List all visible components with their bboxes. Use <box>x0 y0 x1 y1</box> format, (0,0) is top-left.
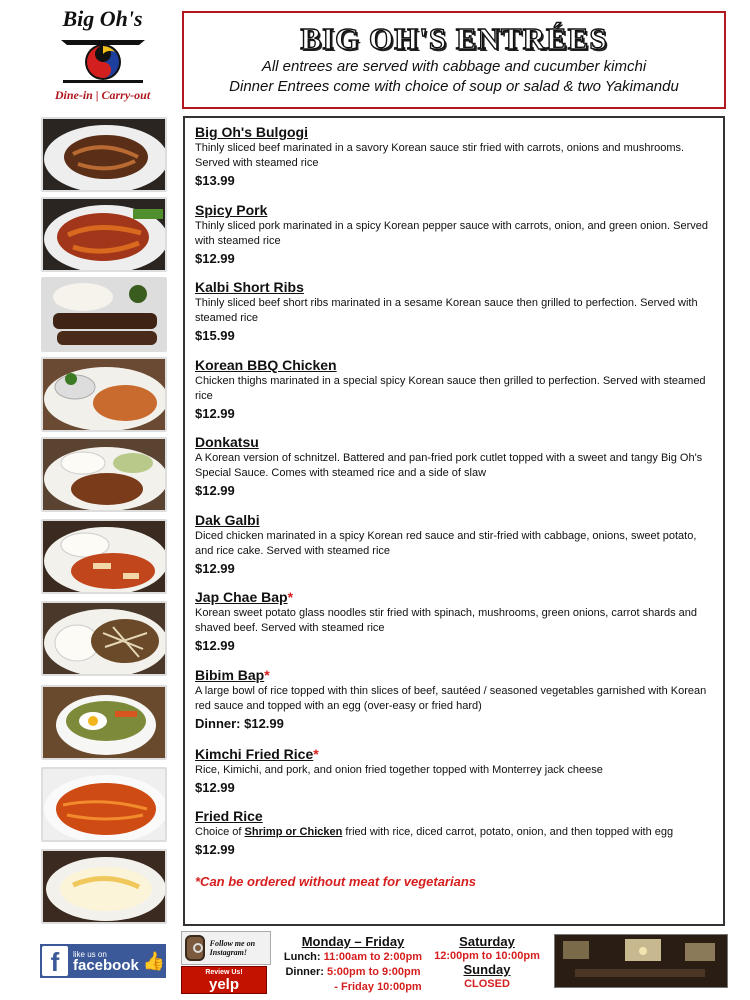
photo-bibim-bap <box>41 685 167 760</box>
item-description: A Korean version of schnitzel. Battered and pan-fried pork cutlet topped with a sweet and tangy Big Oh's Special Sauce. Comes with steamed rice and a side of slaw <box>195 452 703 479</box>
item-description: Choice of Shrimp or Chicken fried with rice, diced carrot, potato, onion, and then topped with egg <box>195 826 674 838</box>
photo-bulgogi <box>41 117 167 192</box>
yelp-review-text: Review Us! <box>205 969 243 976</box>
menu-item <box>195 667 715 732</box>
logo-emblem <box>43 32 163 86</box>
instagram-icon <box>185 935 205 961</box>
item-name: Fried Rice <box>195 808 263 824</box>
item-price: $12.99 <box>195 406 235 421</box>
logo <box>40 4 165 104</box>
photo-jap-chae <box>41 601 167 676</box>
item-name: Kimchi Fried Rice* <box>195 746 319 762</box>
sunday-hours: CLOSED <box>464 978 510 990</box>
menu-item <box>195 512 715 577</box>
item-description: Thinly sliced pork marinated in a spicy Korean pepper sauce with carrots, onion, and green onion. Served with steamed rice <box>195 220 709 247</box>
item-price: $13.99 <box>195 173 235 188</box>
item-price: $12.99 <box>195 842 235 857</box>
item-name: Donkatsu <box>195 434 259 450</box>
item-name: Spicy Pork <box>195 202 268 218</box>
dinner-hours: Dinner: 5:00pm to 9:00pm <box>285 966 421 978</box>
item-price: $12.99 <box>195 780 235 795</box>
item-price: $12.99 <box>195 483 235 498</box>
menu-list <box>183 116 725 926</box>
saturday-title: Saturday <box>459 934 515 949</box>
photo-donkatsu <box>41 437 167 512</box>
item-price: $12.99 <box>195 251 235 266</box>
menu-item <box>195 202 715 267</box>
menu-item <box>195 124 715 189</box>
menu-item <box>195 279 715 344</box>
item-name: Jap Chae Bap* <box>195 589 294 605</box>
menu-item <box>195 357 715 422</box>
facebook-badge[interactable] <box>40 944 166 978</box>
header-line-1: All entrees are served with cabbage and cucumber kimchi <box>261 58 647 75</box>
page-title: BIG OH'S ENTRÉES <box>300 21 608 56</box>
thumbs-up-icon: 👍 <box>142 950 166 971</box>
photo-kimchi-fried-rice <box>41 767 167 842</box>
item-description: A large bowl of rice topped with thin slices of beef, sautéed / seasoned vegetables garnished with Korean red sauce and topped with an egg (over-easy or fried hard) <box>195 685 707 712</box>
photo-bbq-chicken <box>41 357 167 432</box>
photo-spicy-pork <box>41 197 167 272</box>
saturday-hours: 12:00pm to 10:00pm <box>434 950 540 962</box>
friday-hours: - Friday 10:00pm <box>334 981 422 993</box>
item-description: Chicken thighs marinated in a special spicy Korean sauce then grilled to perfection. Served with steamed rice <box>195 375 706 402</box>
item-price: Dinner: $12.99 <box>195 716 284 731</box>
menu-item <box>195 589 715 654</box>
item-description: Thinly sliced beef short ribs marinated in a sesame Korean sauce then grilled to perfection. Served with steamed rice <box>195 297 698 324</box>
yelp-badge[interactable] <box>181 966 267 994</box>
menu-item <box>195 746 715 796</box>
item-description: Rice, Kimichi, and pork, and onion fried together topped with Monterrey jack cheese <box>195 764 603 776</box>
facebook-small-text: like us on <box>73 949 107 959</box>
weekend-hours <box>428 934 546 990</box>
item-description: Korean sweet potato glass noodles stir fried with spinach, mushrooms, green onions, carrot shards and shaved beef. Served with steamed rice <box>195 607 697 634</box>
item-price: $12.99 <box>195 638 235 653</box>
lunch-hours: Lunch: 11:00am to 2:00pm <box>283 951 423 963</box>
photo-kalbi <box>41 277 167 352</box>
logo-tagline: Dine-in | Carry-out <box>54 88 151 102</box>
instagram-text: Follow me on Instagram! <box>209 939 256 957</box>
item-name: Korean BBQ Chicken <box>195 357 337 373</box>
weekday-hours <box>278 934 428 995</box>
vegetarian-note: *Can be ordered without meat for vegetarians <box>195 874 477 889</box>
item-name: Bibim Bap* <box>195 667 270 683</box>
item-name: Kalbi Short Ribs <box>195 279 304 295</box>
item-price: $15.99 <box>195 328 235 343</box>
restaurant-interior-photo <box>554 934 728 988</box>
instagram-badge[interactable] <box>181 931 271 965</box>
logo-name: Big Oh's <box>62 6 143 31</box>
item-description: Diced chicken marinated in a spicy Korean red sauce and stir-fried with cabbage, onions, sweet potato, and rice cake. Served with steamed rice <box>195 530 697 557</box>
sunday-title: Sunday <box>463 962 511 977</box>
menu-item <box>195 434 715 499</box>
photo-fried-rice <box>41 849 167 924</box>
entrees-header <box>182 11 726 109</box>
item-description: Thinly sliced beef marinated in a savory Korean sauce stir fried with carrots, onions and mushrooms. Served with steamed rice <box>195 142 685 169</box>
menu-item <box>195 808 715 858</box>
yelp-logo: yelp <box>208 976 239 993</box>
item-name: Big Oh's Bulgogi <box>195 124 308 140</box>
item-price: $12.99 <box>195 561 235 576</box>
weekday-title: Monday – Friday <box>301 934 405 949</box>
facebook-text: facebook <box>73 956 139 974</box>
photo-dak-galbi <box>41 519 167 594</box>
item-name: Dak Galbi <box>195 512 260 528</box>
facebook-icon: f <box>42 946 68 976</box>
header-line-2: Dinner Entrees come with choice of soup or salad & two Yakimandu <box>229 78 679 95</box>
